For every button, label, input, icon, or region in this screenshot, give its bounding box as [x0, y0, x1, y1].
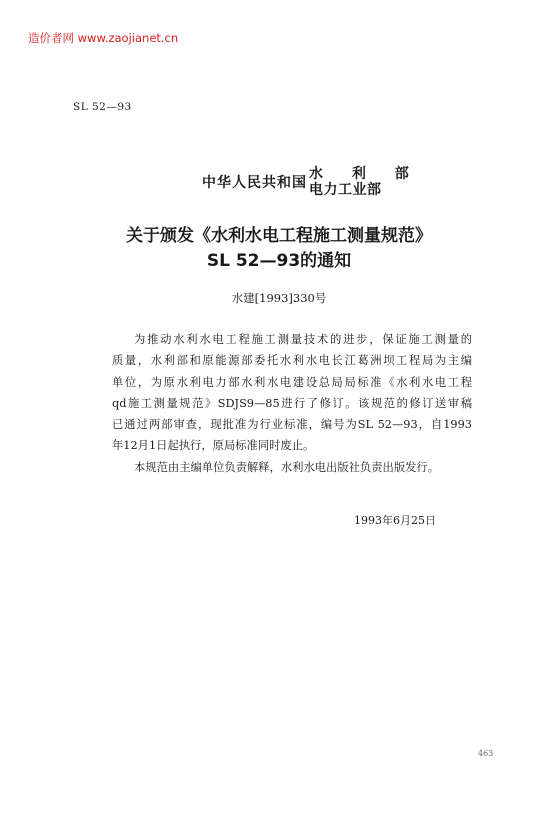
- notice-title-line-1: 关于颁发《水利水电工程施工测量规范》: [126, 226, 432, 246]
- body-line: qd施工测量规范》SDJS9—85进行了修订。该规范的修订送审稿: [112, 396, 472, 410]
- notice-title-line-2: SL 52—93的通知: [206, 251, 352, 271]
- issuer-ministries: [309, 166, 421, 198]
- page-number: 463: [478, 749, 494, 758]
- issue-date: 1993年6月25日: [354, 514, 436, 527]
- body-line: 年12月1日起执行，原局标准同时废止。: [112, 439, 315, 453]
- standard-code: SL 52—93: [73, 101, 132, 113]
- body-paragraph-2: 本规范由主编单位负责解释，水利水电出版社负责出版发行。: [134, 460, 440, 474]
- body-line: 已通过两部审查，现批准为行业标准，编号为SL 52—93，自1993: [112, 418, 472, 432]
- issuer-country: 中华人民共和国: [202, 175, 307, 191]
- body-line: 为推动水利水电工程施工测量技术的进步，保证施工测量的: [134, 333, 472, 346]
- body-line: 质量，水利部和原能源部委托水利水电长江葛洲坝工程局为主编: [112, 354, 472, 368]
- issuer-ministry-power: 电力工业部: [309, 182, 382, 198]
- document-number: 水建[1993]330号: [231, 291, 327, 305]
- issuer-block: [202, 166, 421, 198]
- body-line: 单位，为原水利电力部水利水电建设总局局标准《水利水电工程: [112, 375, 472, 389]
- watermark-text[interactable]: 造价者网 www.zaojianet.cn: [28, 31, 179, 45]
- issuer-ministry-water: 水 利 部: [309, 166, 421, 182]
- notice-body: [112, 329, 472, 478]
